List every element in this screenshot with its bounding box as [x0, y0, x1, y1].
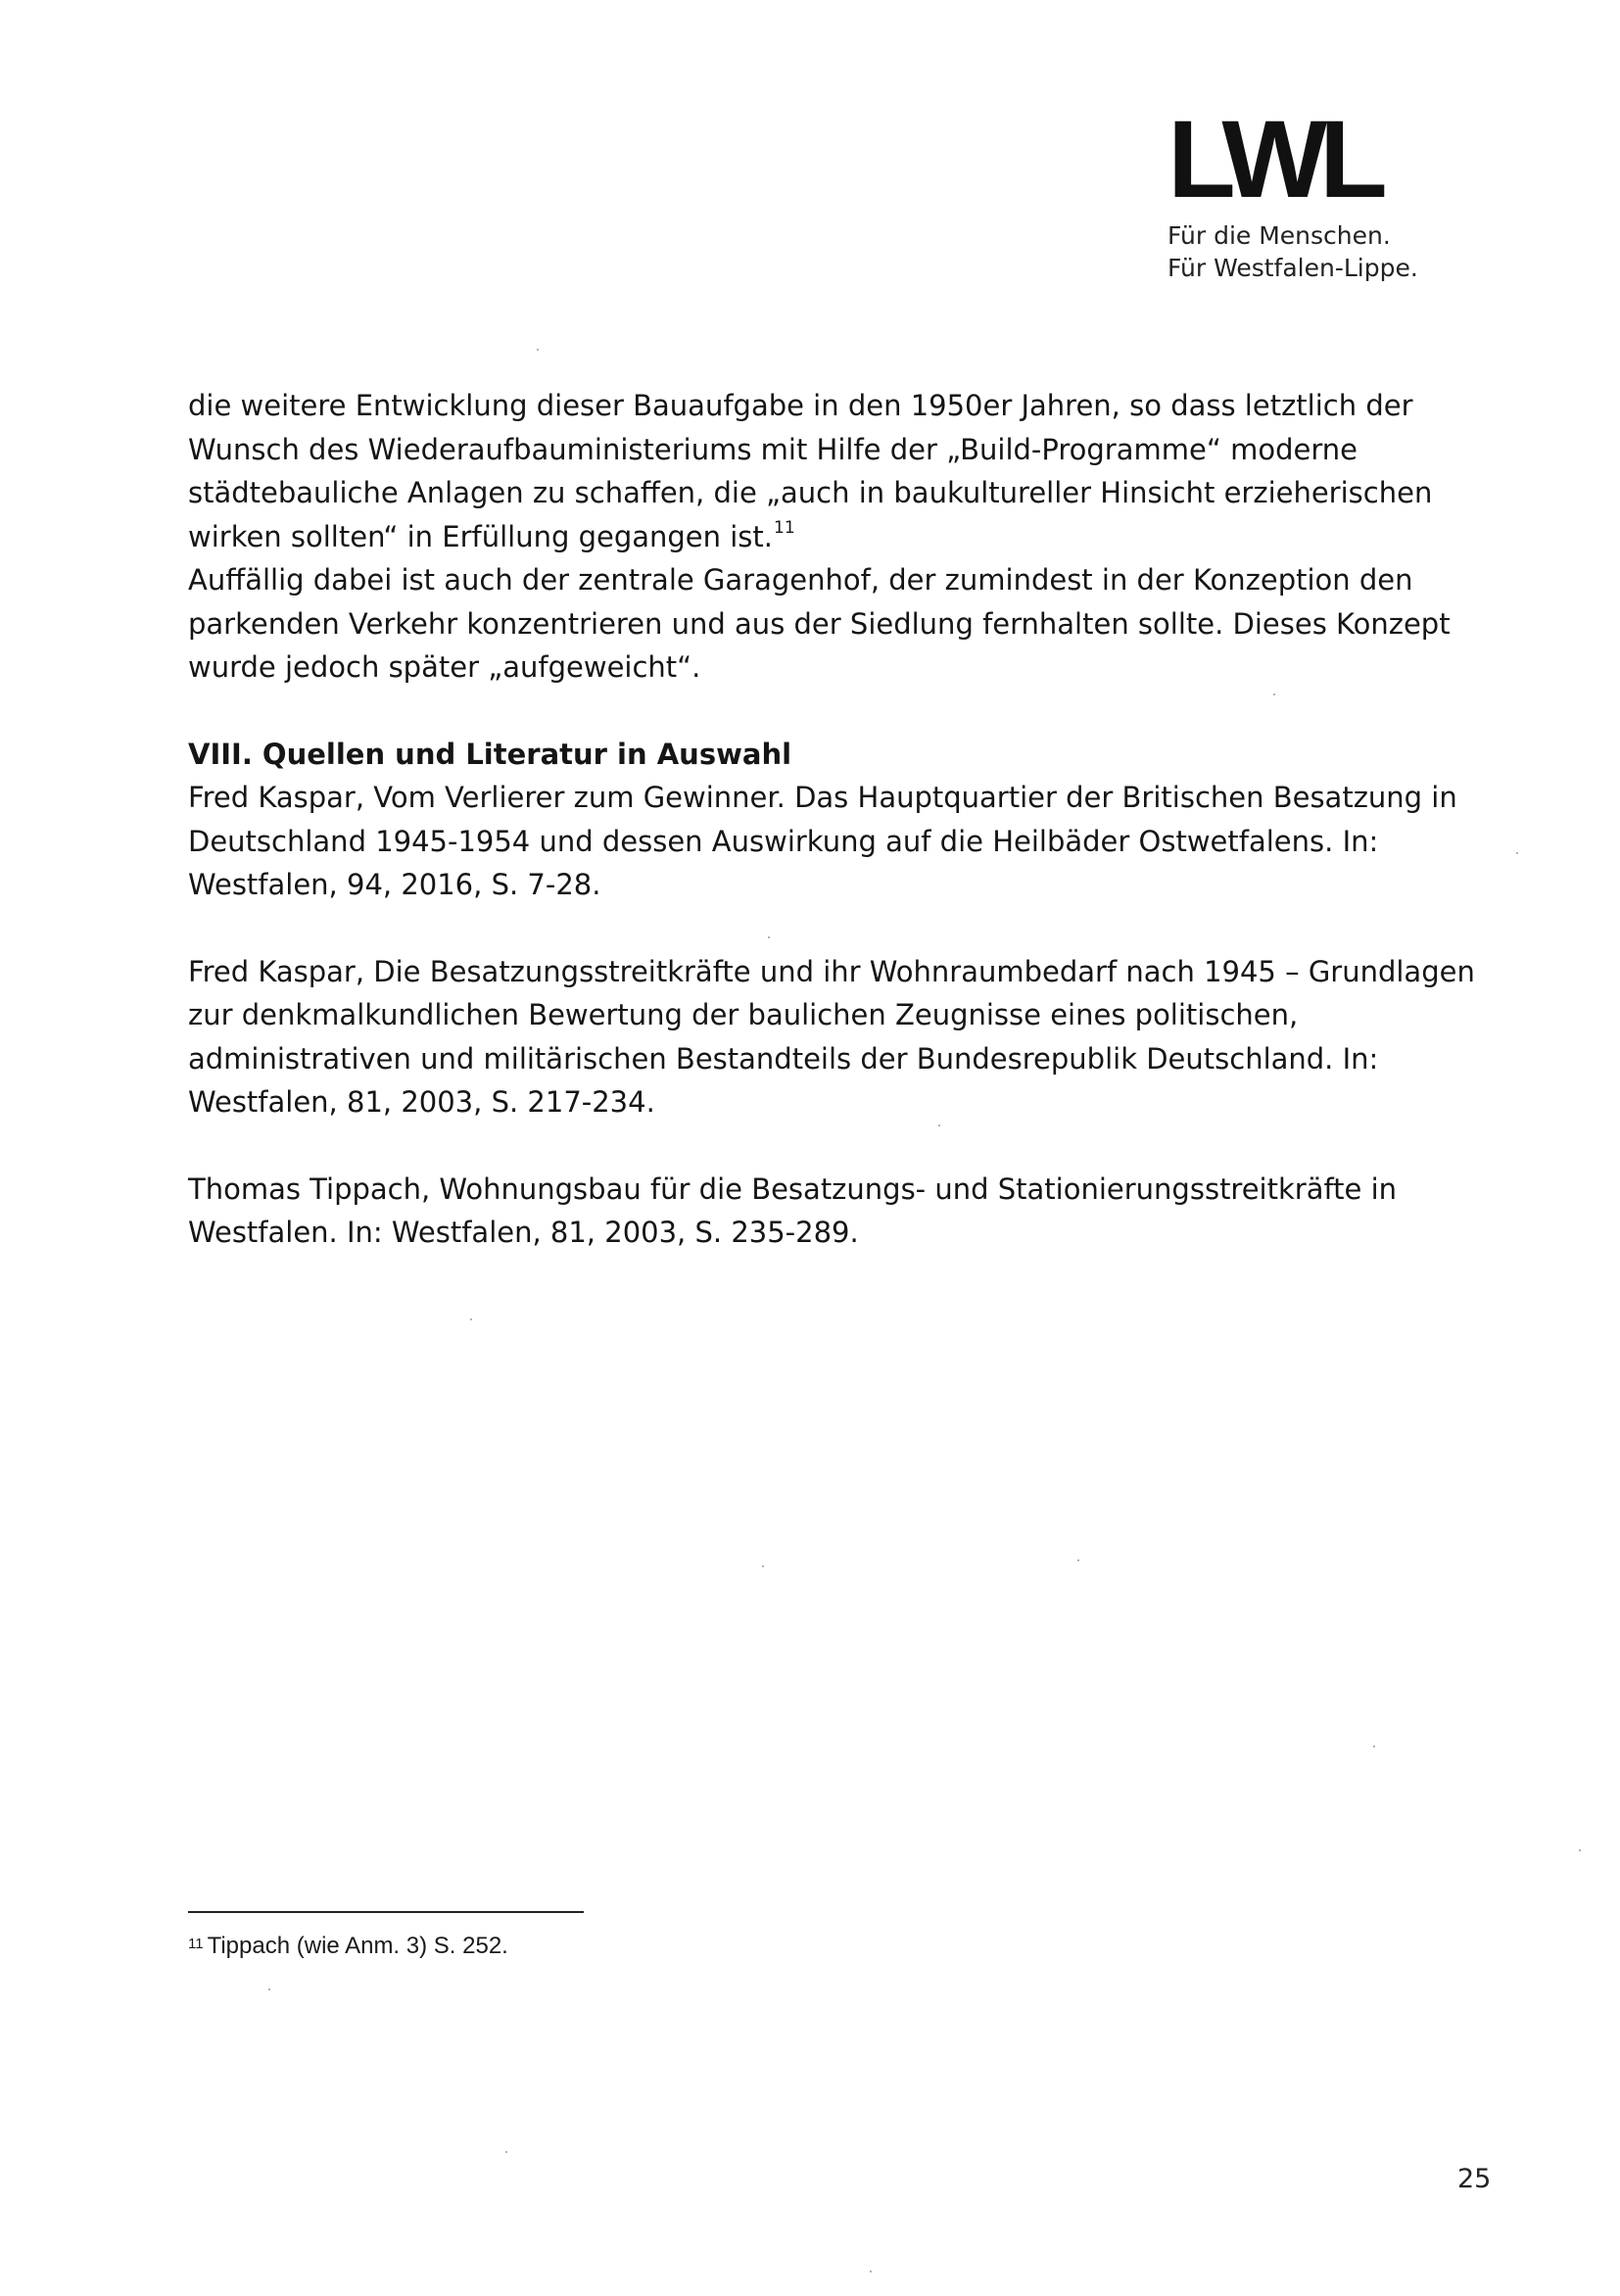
- reference-2: [188, 950, 1501, 1124]
- footnote-divider: [188, 1911, 584, 1913]
- scan-speck: [1373, 1746, 1375, 1747]
- reference-3: [188, 1168, 1501, 1255]
- footnote-text: Tippach (wie Anm. 3) S. 252.: [207, 1933, 508, 1959]
- scan-speck: [268, 1988, 270, 1990]
- scan-speck: [470, 1318, 472, 1320]
- tagline-line-1: Für die Menschen.: [1167, 221, 1391, 250]
- text-line: administrativen und militärischen Bestandteils der Bundesrepublik Deutschland. In:: [188, 1041, 1379, 1076]
- text-line: städtebauliche Anlagen zu schaffen, die „auch in baukultureller Hinsicht erzieherischen: [188, 476, 1433, 509]
- text-line: Wunsch des Wiederaufbauministeriums mit Hilfe der „Build-Programme“ moderne: [188, 432, 1358, 466]
- scan-speck: [870, 2271, 872, 2272]
- scan-speck: [762, 1565, 764, 1567]
- scan-speck: [1516, 852, 1518, 854]
- text-line: zur denkmalkundlichen Bewertung der baulichen Zeugnisse eines politischen,: [188, 998, 1299, 1031]
- text-line: wurde jedoch später „aufgeweicht“.: [188, 650, 701, 684]
- tagline-line-2: Für Westfalen-Lippe.: [1167, 254, 1418, 282]
- reference-1: [188, 776, 1501, 907]
- text-line: Auffällig dabei ist auch der zentrale Garagenhof, der zumindest in der Konzeption den: [188, 563, 1413, 597]
- lwl-logo: LWL: [1167, 98, 1380, 220]
- text-line: Westfalen, 81, 2003, S. 217-234.: [188, 1085, 655, 1119]
- text-line: parkenden Verkehr konzentrieren und aus der Siedlung fernhalten sollte. Dieses Konzept: [188, 606, 1451, 641]
- logo-tagline: [1167, 219, 1418, 284]
- paragraph-2: [188, 558, 1501, 690]
- scan-speck: [537, 349, 539, 351]
- scan-speck: [1077, 1559, 1079, 1561]
- text-line: Westfalen. In: Westfalen, 81, 2003, S. 235-289.: [188, 1216, 859, 1249]
- scan-speck: [938, 1124, 940, 1126]
- scan-speck: [1579, 1849, 1581, 1851]
- scan-speck: [505, 2151, 507, 2153]
- text-line: wirken sollten“ in Erfüllung gegangen ist.: [188, 519, 773, 553]
- paragraph-1: [188, 384, 1501, 558]
- footnote: [188, 1932, 508, 1961]
- footnote-reference: 11: [774, 517, 795, 538]
- text-line: Deutschland 1945-1954 und dessen Auswirkung auf die Heilbäder Ostwetfalens. In:: [188, 824, 1379, 858]
- body-text: [188, 384, 1501, 1255]
- scan-speck: [768, 936, 770, 938]
- scan-speck: [1273, 694, 1275, 695]
- footnote-mark: 11: [188, 1936, 204, 1952]
- text-line: Westfalen, 94, 2016, S. 7-28.: [188, 868, 601, 901]
- text-line: die weitere Entwicklung dieser Bauaufgabe in den 1950er Jahren, so dass letztlich der: [188, 389, 1413, 422]
- text-line: Thomas Tippach, Wohnungsbau für die Besatzungs- und Stationierungsstreitkräfte in: [188, 1172, 1398, 1206]
- page-number: 25: [1457, 2164, 1492, 2194]
- section-heading: VIII. Quellen und Literatur in Auswahl: [188, 737, 792, 771]
- text-line: Fred Kaspar, Vom Verlierer zum Gewinner. Das Hauptquartier der Britischen Besatzung in: [188, 781, 1457, 814]
- text-line: Fred Kaspar, Die Besatzungsstreitkräfte und ihr Wohnraumbedarf nach 1945 – Grundlagen: [188, 954, 1475, 988]
